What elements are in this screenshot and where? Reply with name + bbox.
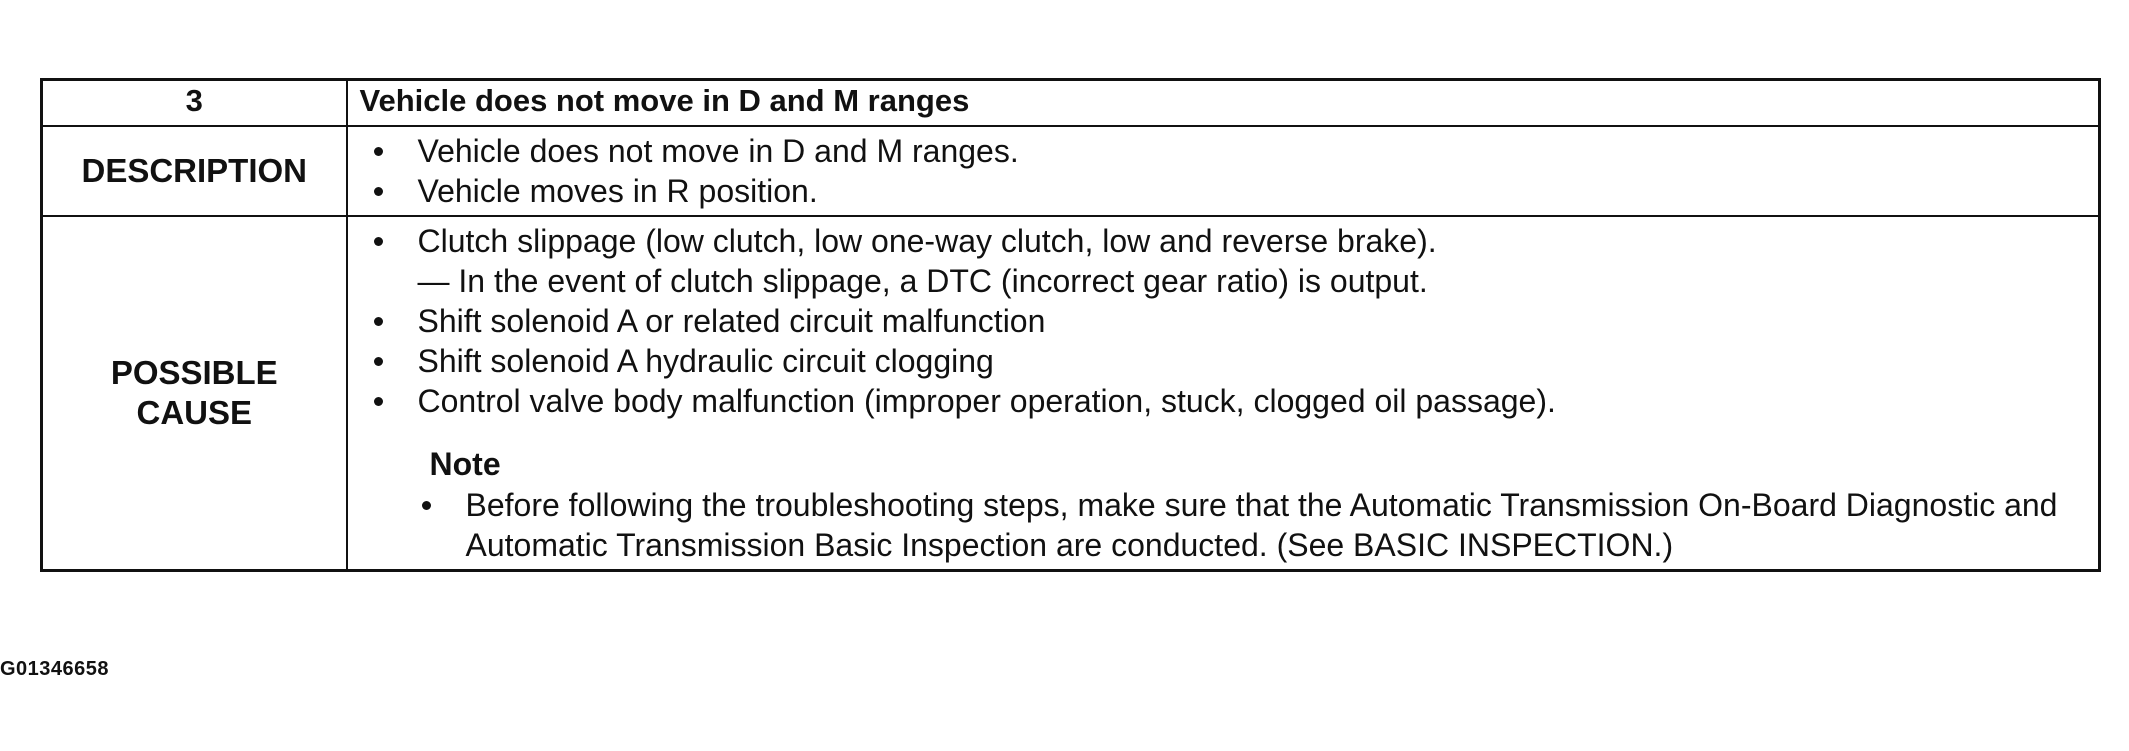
table-header-row: [42, 80, 2100, 127]
cause-text: Clutch slippage (low clutch, low one-way clutch, low and reverse brake).: [417, 223, 1437, 259]
description-content: [347, 126, 2100, 216]
list-item: [370, 221, 2089, 301]
list-item: Control valve body malfunction (improper operation, stuck, clogged oil passage).: [370, 381, 2089, 421]
possible-cause-label: [42, 216, 347, 571]
note-title: Note: [429, 446, 501, 482]
possible-cause-label-line1: POSSIBLE: [110, 354, 278, 391]
list-item: Before following the troubleshooting steps, make sure that the Automatic Transmission On-Board Diagnostic and Automatic Transmission Basic Inspection are conducted. (See BASIC INSPECTION.): [418, 485, 2089, 565]
possible-cause-label-line2: CAUSE: [136, 394, 253, 431]
cause-subnote: — In the event of clutch slippage, a DTC (incorrect gear ratio) is output.: [417, 263, 1428, 299]
figure-id: G01346658: [0, 658, 110, 680]
step-title: Vehicle does not move in D and M ranges: [347, 80, 2100, 127]
description-label: DESCRIPTION: [42, 126, 347, 216]
note-list: [418, 485, 2089, 565]
list-item: Shift solenoid A hydraulic circuit clogging: [370, 341, 2089, 381]
description-list: [370, 131, 2089, 211]
list-item: Vehicle does not move in D and M ranges.: [370, 131, 2089, 171]
list-item: Shift solenoid A or related circuit malfunction: [370, 301, 2089, 341]
troubleshooting-table: [40, 78, 2101, 572]
step-number: 3: [42, 80, 347, 127]
note-block: [370, 443, 2089, 565]
possible-cause-content: [347, 216, 2100, 571]
description-row: [42, 126, 2100, 216]
possible-cause-list: [370, 221, 2089, 421]
possible-cause-row: [42, 216, 2100, 571]
list-item: Vehicle moves in R position.: [370, 171, 2089, 211]
